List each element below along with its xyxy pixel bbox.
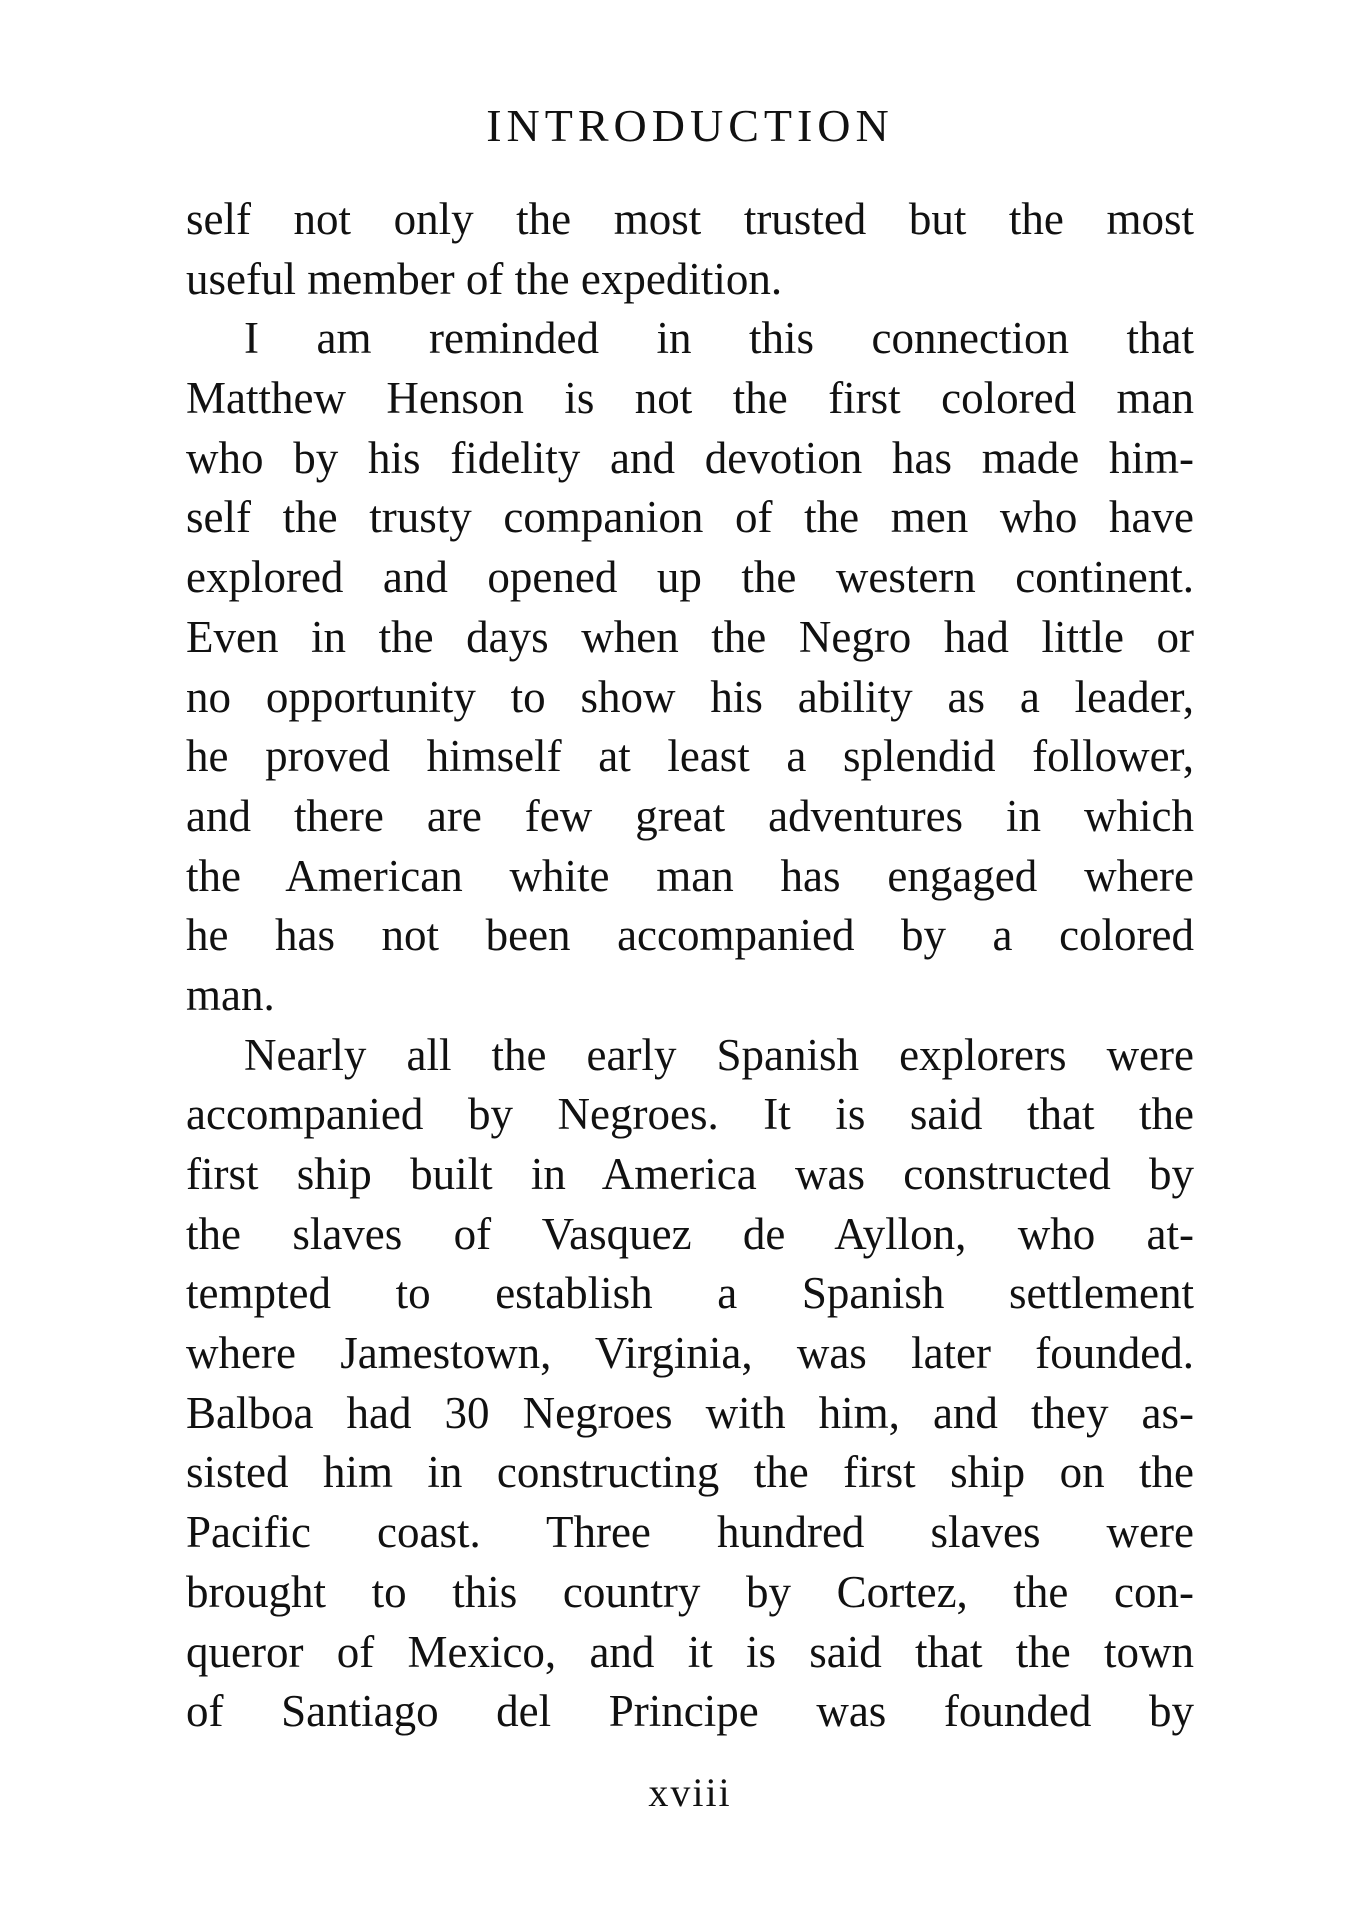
text-line: queror of Mexico, and it is said that the town [186, 1626, 1194, 1677]
body-text [186, 190, 1194, 1742]
text-line: explored and opened up the western continent. [186, 552, 1194, 603]
text-line: he has not been accompanied by a colored [186, 910, 1194, 961]
text-line: self not only the most trusted but the most [186, 194, 1194, 244]
text-line: sisted him in constructing the first ship on the [186, 1447, 1194, 1498]
text-line: man. [186, 969, 275, 1020]
text-line: Balboa had 30 Negroes with him, and they as- [186, 1387, 1194, 1438]
text-line: and there are few great adventures in which [186, 790, 1194, 841]
text-line: of Santiago del Principe was founded by [186, 1686, 1194, 1737]
text-line: Nearly all the early Spanish explorers were [244, 1029, 1194, 1080]
text-line: I am reminded in this connection that [244, 313, 1194, 364]
text-line: the American white man has engaged where [186, 850, 1194, 901]
text-line: no opportunity to show his ability as a leader, [186, 671, 1194, 722]
text-line: he proved himself at least a splendid follower, [186, 731, 1194, 782]
text-line: useful member of the expedition. [186, 253, 783, 304]
text-line: the slaves of Vasquez de Ayllon, who at- [186, 1208, 1194, 1259]
book-page [186, 0, 1194, 1909]
text-line: first ship built in America was constructed by [186, 1149, 1194, 1199]
text-line: Even in the days when the Negro had little or [186, 611, 1194, 662]
text-line: Pacific coast. Three hundred slaves were [186, 1507, 1194, 1558]
page-number: xviii [648, 1770, 732, 1815]
text-line: where Jamestown, Virginia, was later founded. [186, 1328, 1194, 1379]
text-line: self the trusty companion of the men who have [186, 492, 1194, 543]
text-line: Matthew Henson is not the first colored man [186, 373, 1194, 424]
text-line: brought to this country by Cortez, the con- [186, 1566, 1194, 1617]
text-line: who by his fidelity and devotion has made him- [186, 432, 1194, 483]
text-line: accompanied by Negroes. It is said that the [186, 1089, 1194, 1140]
text-line: tempted to establish a Spanish settlement [186, 1268, 1194, 1319]
running-head: INTRODUCTION [486, 100, 894, 151]
